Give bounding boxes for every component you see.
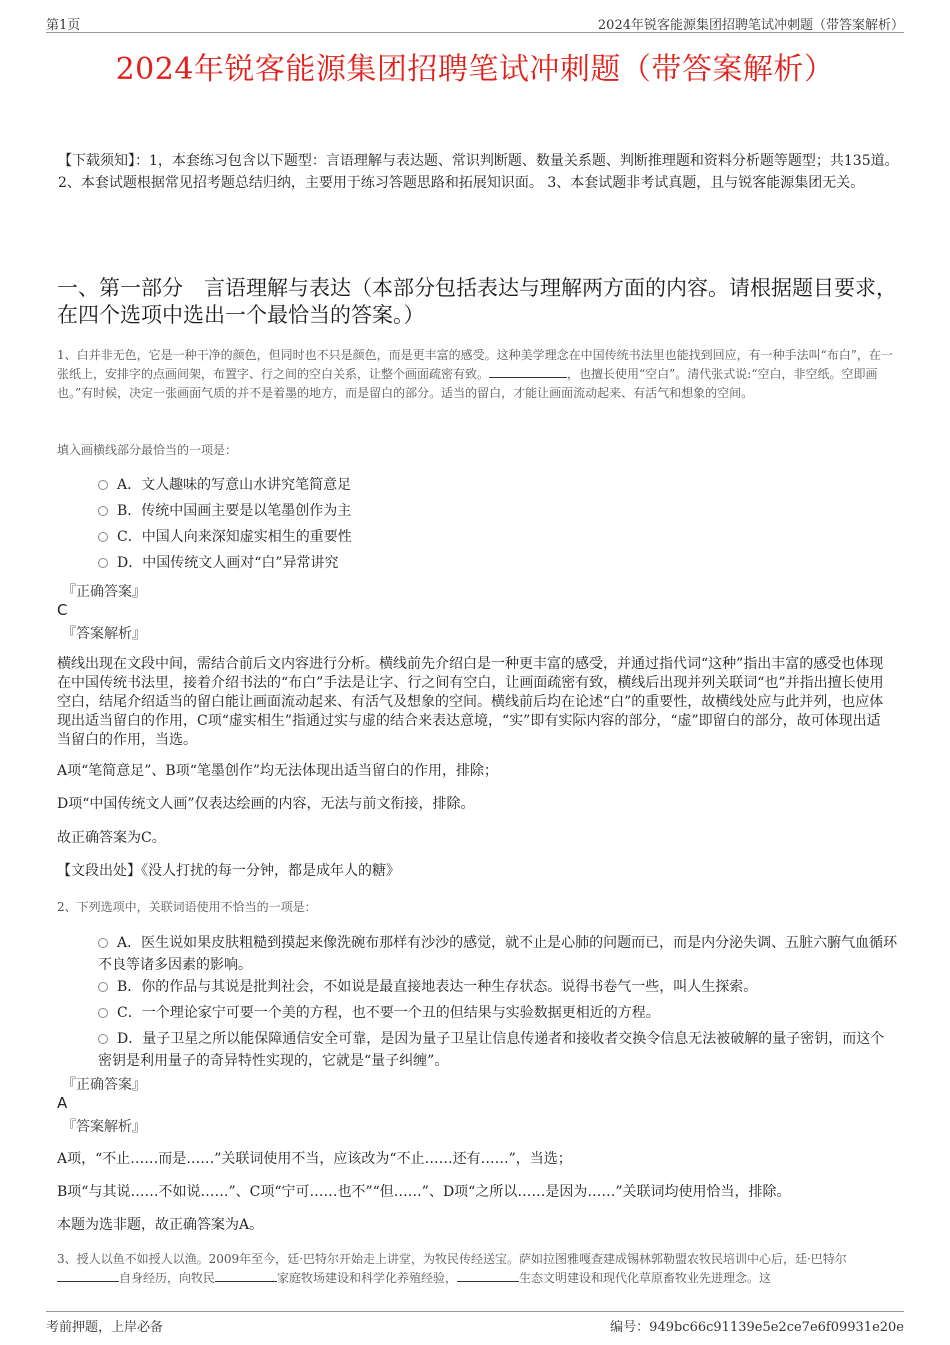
q1-explanation-conclusion: 故正确答案为C。 (57, 830, 166, 846)
q1-explanation-d: D项“中国传统文人画”仅表达绘画的内容，无法与前文衔接，排除。 (57, 796, 475, 812)
q1-option-a[interactable]: A．文人趣味的写意山水讲究笔简意足 (98, 474, 898, 496)
q2-explanation-conclusion: 本题为选非题，故正确答案为A。 (57, 1217, 264, 1233)
footer-slogan: 考前押题，上岸必备 (46, 1320, 164, 1335)
q3-blank-3 (457, 1270, 519, 1282)
page-footer (46, 1311, 904, 1336)
q2-answer: A (57, 1094, 68, 1112)
q1-option-c[interactable]: C．中国人向来深知虚实相生的重要性 (98, 526, 898, 548)
q1-analysis-label: 『答案解析』 (62, 626, 146, 642)
q1-option-b[interactable]: B．传统中国画主要是以笔墨创作为主 (98, 500, 898, 522)
radio-icon[interactable] (98, 480, 108, 490)
download-notice: 【下载须知】：1，本套练习包含以下题型：言语理解与表达题、常识判断题、数量关系题、判断推理题和资料分析题等题型；共135道。 2、本套试题根据常见招考题总结归纳，主要用于练习答题思路和拓展知识面。 3、本套试题非考试真题，且与锐客能源集团无关。 (58, 153, 899, 191)
section-heading: 一、第一部分 言语理解与表达（本部分包括表达与理解两方面的内容。请根据题目要求，在四个选项中选出一个最恰当的答案。） (57, 276, 897, 327)
radio-icon[interactable] (98, 982, 108, 992)
q2-explanation-a: A项，“不止……而是……”关联词使用不当，应该改为“不止……还有……”，当选； (57, 1151, 572, 1167)
q1-answer: C (57, 601, 68, 619)
page-title: 2024年锐客能源集团招聘笔试冲刺题（带答案解析） (115, 52, 835, 87)
q1-explanation-main: 横线出现在文段中间，需结合前后文内容进行分析。横线前先介绍白是一种更丰富的感受，并通过指代词“这种”指出丰富的感受也体现在中国传统书法里，接着介绍书法的“布白”手法是让字、行之间有空白，让画面疏密有致，横线后出现并列关联词“也”并指出擅长使用空白，结尾介绍适当的留白能让画面流动起来、有活气及想象的空间。横线前后均在论述“白”的重要性，故横线处应与此并列，也应体现出适当留白的作用，C项“虚实相生”指通过实与虚的结合来表达意境，“实”即有实际内容的部分，“虚”即留白的部分，故可体现出适当留白的作用，当选。 (57, 656, 884, 748)
q1-blank (489, 366, 567, 378)
q2-correct-answer-label: 『正确答案』 (62, 1077, 146, 1093)
q2-explanation-bcd: B项“与其说……不如说……”、C项“宁可……也不”“但……”、D项“之所以……是因为……”关联词均使用恰当，排除。 (57, 1184, 791, 1200)
radio-icon[interactable] (98, 558, 108, 568)
page-number: 第1页 (46, 18, 81, 33)
q1-stem (57, 346, 899, 403)
q3-blank-1 (57, 1270, 119, 1282)
radio-icon[interactable] (98, 532, 108, 542)
q2-option-b[interactable]: B．你的作品与其说是批判社会，不如说是最直接地表达一种生存状态。说得书卷气一些，叫人生探索。 (98, 976, 898, 998)
q2-option-c[interactable]: C．一个理论家宁可要一个美的方程，也不要一个丑的但结果与实验数据更相近的方程。 (98, 1002, 898, 1024)
footer-doc-id: 编号：949bc66c91139e5e2ce7e6f09931e20e (610, 1320, 904, 1335)
q2-option-a[interactable]: A．医生说如果皮肤粗糙到摸起来像洗碗布那样有沙沙的感觉，就不止是心肺的问题而已，而是内分泌失调、五脏六腑气血循环不良等诸多因素的影响。 (98, 935, 898, 973)
radio-icon[interactable] (98, 506, 108, 516)
q1-explanation-ab: A项“笔简意足”、B项“笔墨创作”均无法体现出适当留白的作用，排除； (57, 763, 499, 779)
q2-analysis-label: 『答案解析』 (62, 1119, 146, 1135)
q2-option-d[interactable]: D．量子卫星之所以能保障通信安全可靠，是因为量子卫星让信息传递者和接收者交换令信息无法被破解的量子密钥，而这个密钥是利用量子的奇异特性实现的，它就是“量子纠缠”。 (98, 1031, 885, 1069)
q1-option-d[interactable]: D．中国传统文人画对“白”异常讲究 (98, 552, 898, 574)
q1-source: 【文段出处】《没人打扰的每一分钟，都是成年人的糖》 (57, 863, 400, 879)
header-doc-title: 2024年锐客能源集团招聘笔试冲刺题（带答案解析） (597, 18, 904, 33)
radio-icon[interactable] (98, 1034, 108, 1044)
q1-stem-part-a: 1、白并非无色，它是一种干净的颜色，但同时也不只是颜色，而是更丰富的感受。这种美学理念在中国传统书法里也能找到回应，有一种手法叫“布白”，在一张纸上，安排字的点画间架，布置字、行之间的空白关系，让整个画面疏密有致。 (57, 348, 893, 381)
q1-prompt: 填入画横线部分最恰当的一项是： (57, 443, 238, 457)
radio-icon[interactable] (98, 1008, 108, 1018)
q1-stem-part-b: ，也擅长使用“空白”。清代张式说:“空白，非空纸。空即画也。”有时候，决定一张画面气质的并不是着墨的地方，而是留白的部分。适当的留白，才能让画面流动起来、有活气和想象的空间。 (57, 367, 878, 400)
q2-stem: 2、下列选项中，关联词语使用不恰当的一项是： (57, 900, 317, 914)
page-header (46, 12, 904, 33)
q1-correct-answer-label: 『正确答案』 (62, 584, 146, 600)
q3-stem: 3、授人以鱼不如授人以渔。2009年至今，廷·巴特尔开始走上讲堂，为牧民传经送宝。萨如拉图雅嘎查建成锡林郭勒盟农牧民培训中心后，廷·巴特尔自身经历，向牧民 家庭牧场建设和科学化养殖经验， 生态文明建设和现代化草原畜牧业先进理念。这 (57, 1252, 847, 1285)
radio-icon[interactable] (98, 938, 108, 948)
q3-blank-2 (215, 1270, 277, 1282)
